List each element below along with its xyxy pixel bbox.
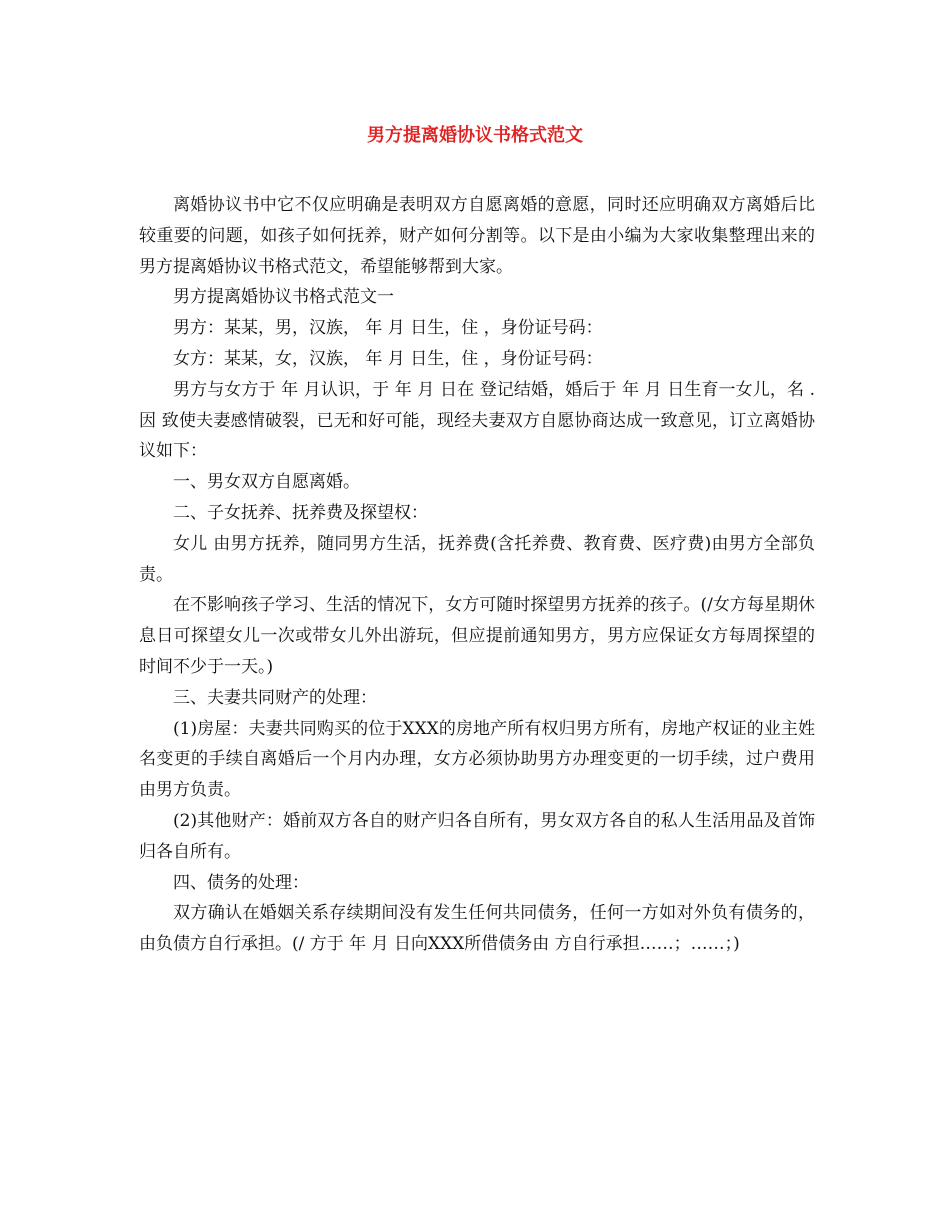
paragraph-custody: 女儿 由男方抚养，随同男方生活，抚养费(含托养费、教育费、医疗费)由男方全部负责。	[139, 533, 815, 585]
paragraph-husband-info: 男方：某某，男，汉族， 年 月 日生，住 ，身份证号码：	[173, 318, 603, 339]
document-body	[139, 190, 815, 960]
paragraph-property-house: (1)房屋：夫妻共同购买的位于XXX的房地产所有权归男方所有，房地产权证的业主姓名变更的手续自离婚后一个月内办理，女方必须协助男方办理变更的一切手续，过户费用由男方负责。	[139, 718, 815, 801]
paragraph-wife-info: 女方：某某，女，汉族， 年 月 日生，住 ，身份证号码：	[173, 348, 603, 369]
document-title: 男方提离婚协议书格式范文	[367, 125, 583, 146]
paragraph-subtitle: 男方提离婚协议书格式范文一	[173, 287, 394, 308]
paragraph-clause-1: 一、男女双方自愿离婚。	[173, 472, 360, 493]
paragraph-debt: 双方确认在婚姻关系存续期间没有发生任何共同债务，任何一方如对外负有债务的，由负债方自行承担。(/ 方于 年 月 日向XXX所借债务由 方自行承担……；……；)	[139, 903, 815, 955]
paragraph-clause-2-heading: 二、子女抚养、抚养费及探望权：	[173, 502, 428, 523]
paragraph-intro: 离婚协议书中它不仅应明确是表明双方自愿离婚的意愿，同时还应明确双方离婚后比较重要的问题，如孩子如何抚养，财产如何分割等。以下是由小编为大家收集整理出来的男方提离婚协议书格式范文，希望能够帮到大家。	[139, 195, 815, 277]
paragraph-clause-3-heading: 三、夫妻共同财产的处理：	[173, 687, 377, 708]
paragraph-background: 男方与女方于 年 月认识，于 年 月 日在 登记结婚，婚后于 年 月 日生育一女儿，名 .因 致使夫妻感情破裂，已无和好可能，现经夫妻双方自愿协商达成一致意见，订立离婚协议如下：	[139, 379, 815, 462]
paragraph-clause-4-heading: 四、债务的处理：	[173, 872, 309, 893]
paragraph-property-other: (2)其他财产：婚前双方各自的财产归各自所有，男女双方各自的私人生活用品及首饰归各自所有。	[139, 810, 815, 862]
paragraph-visitation: 在不影响孩子学习、生活的情况下，女方可随时探望男方抚养的孩子。(/女方每星期休息日可探望女儿一次或带女儿外出游玩，但应提前通知男方，男方应保证女方每周探望的时间不少于一天。)	[139, 595, 815, 677]
